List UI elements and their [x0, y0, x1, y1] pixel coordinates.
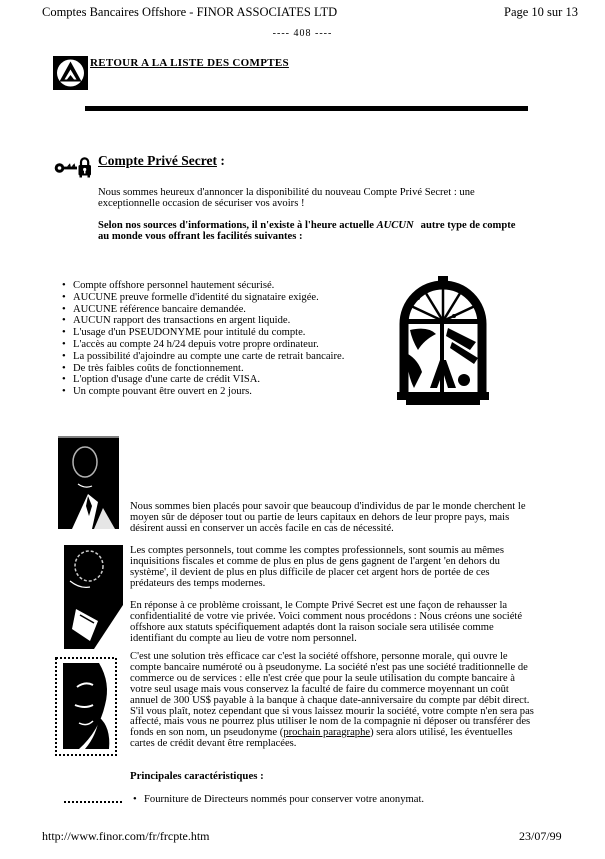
bullet-marker: •	[62, 374, 66, 386]
feature-text: L'option d'usage d'une carte de crédit VISA.	[73, 374, 261, 386]
aucun-emphasis: AUCUN	[376, 220, 414, 231]
bullet-marker: •	[62, 280, 66, 291]
bullet-marker: •	[62, 315, 66, 327]
bullet-marker: •	[62, 350, 66, 362]
portrait-photo-man-face-closeup	[55, 657, 117, 756]
feature-item	[62, 363, 410, 375]
paragraph-accounts: Les comptes personnels, tout comme les comptes professionnels, sont soumis au mêmes inquisitions fiscales et comme de plus en plus de gens gagnent de l'argent 'en dehors du système', il devient de plus en plus difficile de placer cet argent hors de portée de ces prédateurs des temps modernes.	[130, 545, 504, 589]
back-to-list-link[interactable]: RETOUR A LA LISTE DES COMPTES	[90, 57, 289, 69]
divider-bar	[85, 106, 528, 111]
feature-text: Compte offshore personnel hautement sécurisé.	[73, 280, 275, 291]
bullet-marker: •	[62, 386, 66, 398]
feature-text: De très faibles coûts de fonctionnement.	[73, 362, 244, 374]
characteristics-heading: Principales caractéristiques :	[130, 770, 264, 782]
feature-item	[62, 351, 410, 363]
triangle-circle-logo-icon	[53, 56, 88, 90]
feature-list	[62, 280, 410, 398]
feature-item	[62, 304, 410, 316]
page-number-marker: ---- 408 ----	[272, 28, 333, 39]
bullet-marker: •	[62, 291, 66, 303]
feature-text: AUCUNE preuve formelle d'identité du signataire exigée.	[73, 291, 319, 303]
feature-item	[62, 315, 410, 327]
feature-item	[62, 280, 410, 292]
bullet-marker: •	[62, 362, 66, 374]
section-heading-colon: :	[216, 153, 225, 168]
bullet-marker: •	[133, 794, 137, 805]
portrait-photo-person-with-document	[64, 545, 123, 649]
section-heading	[98, 153, 225, 169]
feature-item	[62, 327, 410, 339]
claim-text-before: Selon nos sources d'informations, il n'existe à l'heure actuelle	[98, 220, 377, 231]
feature-item	[62, 386, 410, 398]
characteristic-item	[133, 794, 574, 805]
feature-text: La possibilité d'ajoindre au compte une carte de retrait bancaire.	[73, 350, 345, 362]
feature-item	[62, 339, 410, 351]
claim-paragraph	[98, 221, 518, 243]
back-logo-icon[interactable]	[53, 56, 88, 90]
window-illustration	[394, 276, 492, 410]
claim-text-after: autre type de compte au monde vous offrant les facilités suivantes :	[98, 220, 516, 242]
feature-text: L'accès au compte 24 h/24 depuis votre propre ordinateur.	[73, 338, 319, 350]
paragraph-solution	[130, 652, 536, 750]
footer-date: 23/07/99	[519, 829, 562, 843]
feature-text: AUCUN rapport des transactions en argent liquide.	[73, 315, 291, 327]
footer-url: http://www.finor.com/fr/frcpte.htm	[42, 829, 210, 843]
section-heading-text: Compte Privé Secret	[98, 153, 217, 168]
feature-text: AUCUNE référence bancaire demandée.	[73, 303, 246, 315]
feature-text: Un compte pouvant être ouvert en 2 jours.	[73, 386, 252, 398]
feature-item	[62, 292, 410, 304]
bullet-marker: •	[62, 303, 66, 315]
next-paragraph-link[interactable]: prochain paragraphe	[283, 727, 371, 739]
paragraph-world: Nous sommes bien placés pour savoir que beaucoup d'individus de par le monde cherchent le moyen sûr de déposer tout ou partie de leurs capitaux en dehors de leur propre pays, mais désirent aussi en conserver un accès facile en cas de nécessité.	[130, 501, 526, 534]
bullet-marker: •	[62, 338, 66, 350]
solution-text-before: C'est une solution très efficace car c'est la société offshore, personne morale, qui ouvre le compte bancaire numéroté ou à pseudonyme. La société n'est pas une société traditionnelle de commerce ou de services : elle n'est crée que pour la seule utilisation du compte bancaire à votre seul usage mais vous conservez la faculté de faire du commerce moyennant un coût annuel de 300 US$ payable à la banque à chaque date-anniversaire du compte par débit direct. S'il vous plaît, notez cependant que si vous laissez mourir la société, votre compte n'en sera pas affecté, mais vous ne pourrez plus utiliser le nom de la compagnie ni déposer ou transférer des fonds en son nom, un pseudonyme (	[130, 651, 534, 739]
feature-text: L'usage d'un PSEUDONYME pour intitulé du compte.	[73, 327, 306, 339]
characteristic-text: Fourniture de Directeurs nommés pour conserver votre anonymat.	[144, 794, 425, 805]
portrait-photo-man-in-suit	[58, 436, 119, 529]
paragraph-response: En réponse à ce problème croissant, le Compte Privé Secret est une façon de rehausser la confidentialité de votre vie privée. Voici comment nous procédons : Nous créons une société offshore aux statuts spécifiquement adaptés dont la raison sociale sera utilisée comme identifiant du compte au lieu de votre nom personnel.	[130, 600, 523, 644]
bullet-marker: •	[62, 327, 66, 339]
feature-item	[62, 374, 410, 386]
solution-text-after: ) sera alors utilisé, les éventuelles cartes de crédit devant être remplacées.	[130, 727, 513, 750]
document-header-title: Comptes Bancaires Offshore - FINOR ASSOCIATES LTD	[42, 5, 338, 19]
intro-paragraph: Nous sommes heureux d'annoncer la disponibilité du nouveau Compte Privé Secret : une exceptionnelle occasion de sécuriser vos avoirs !	[98, 187, 475, 209]
page-count-label: Page 10 sur 13	[504, 5, 578, 19]
torn-dotted-underline	[64, 794, 122, 803]
key-padlock-icon	[54, 156, 94, 178]
